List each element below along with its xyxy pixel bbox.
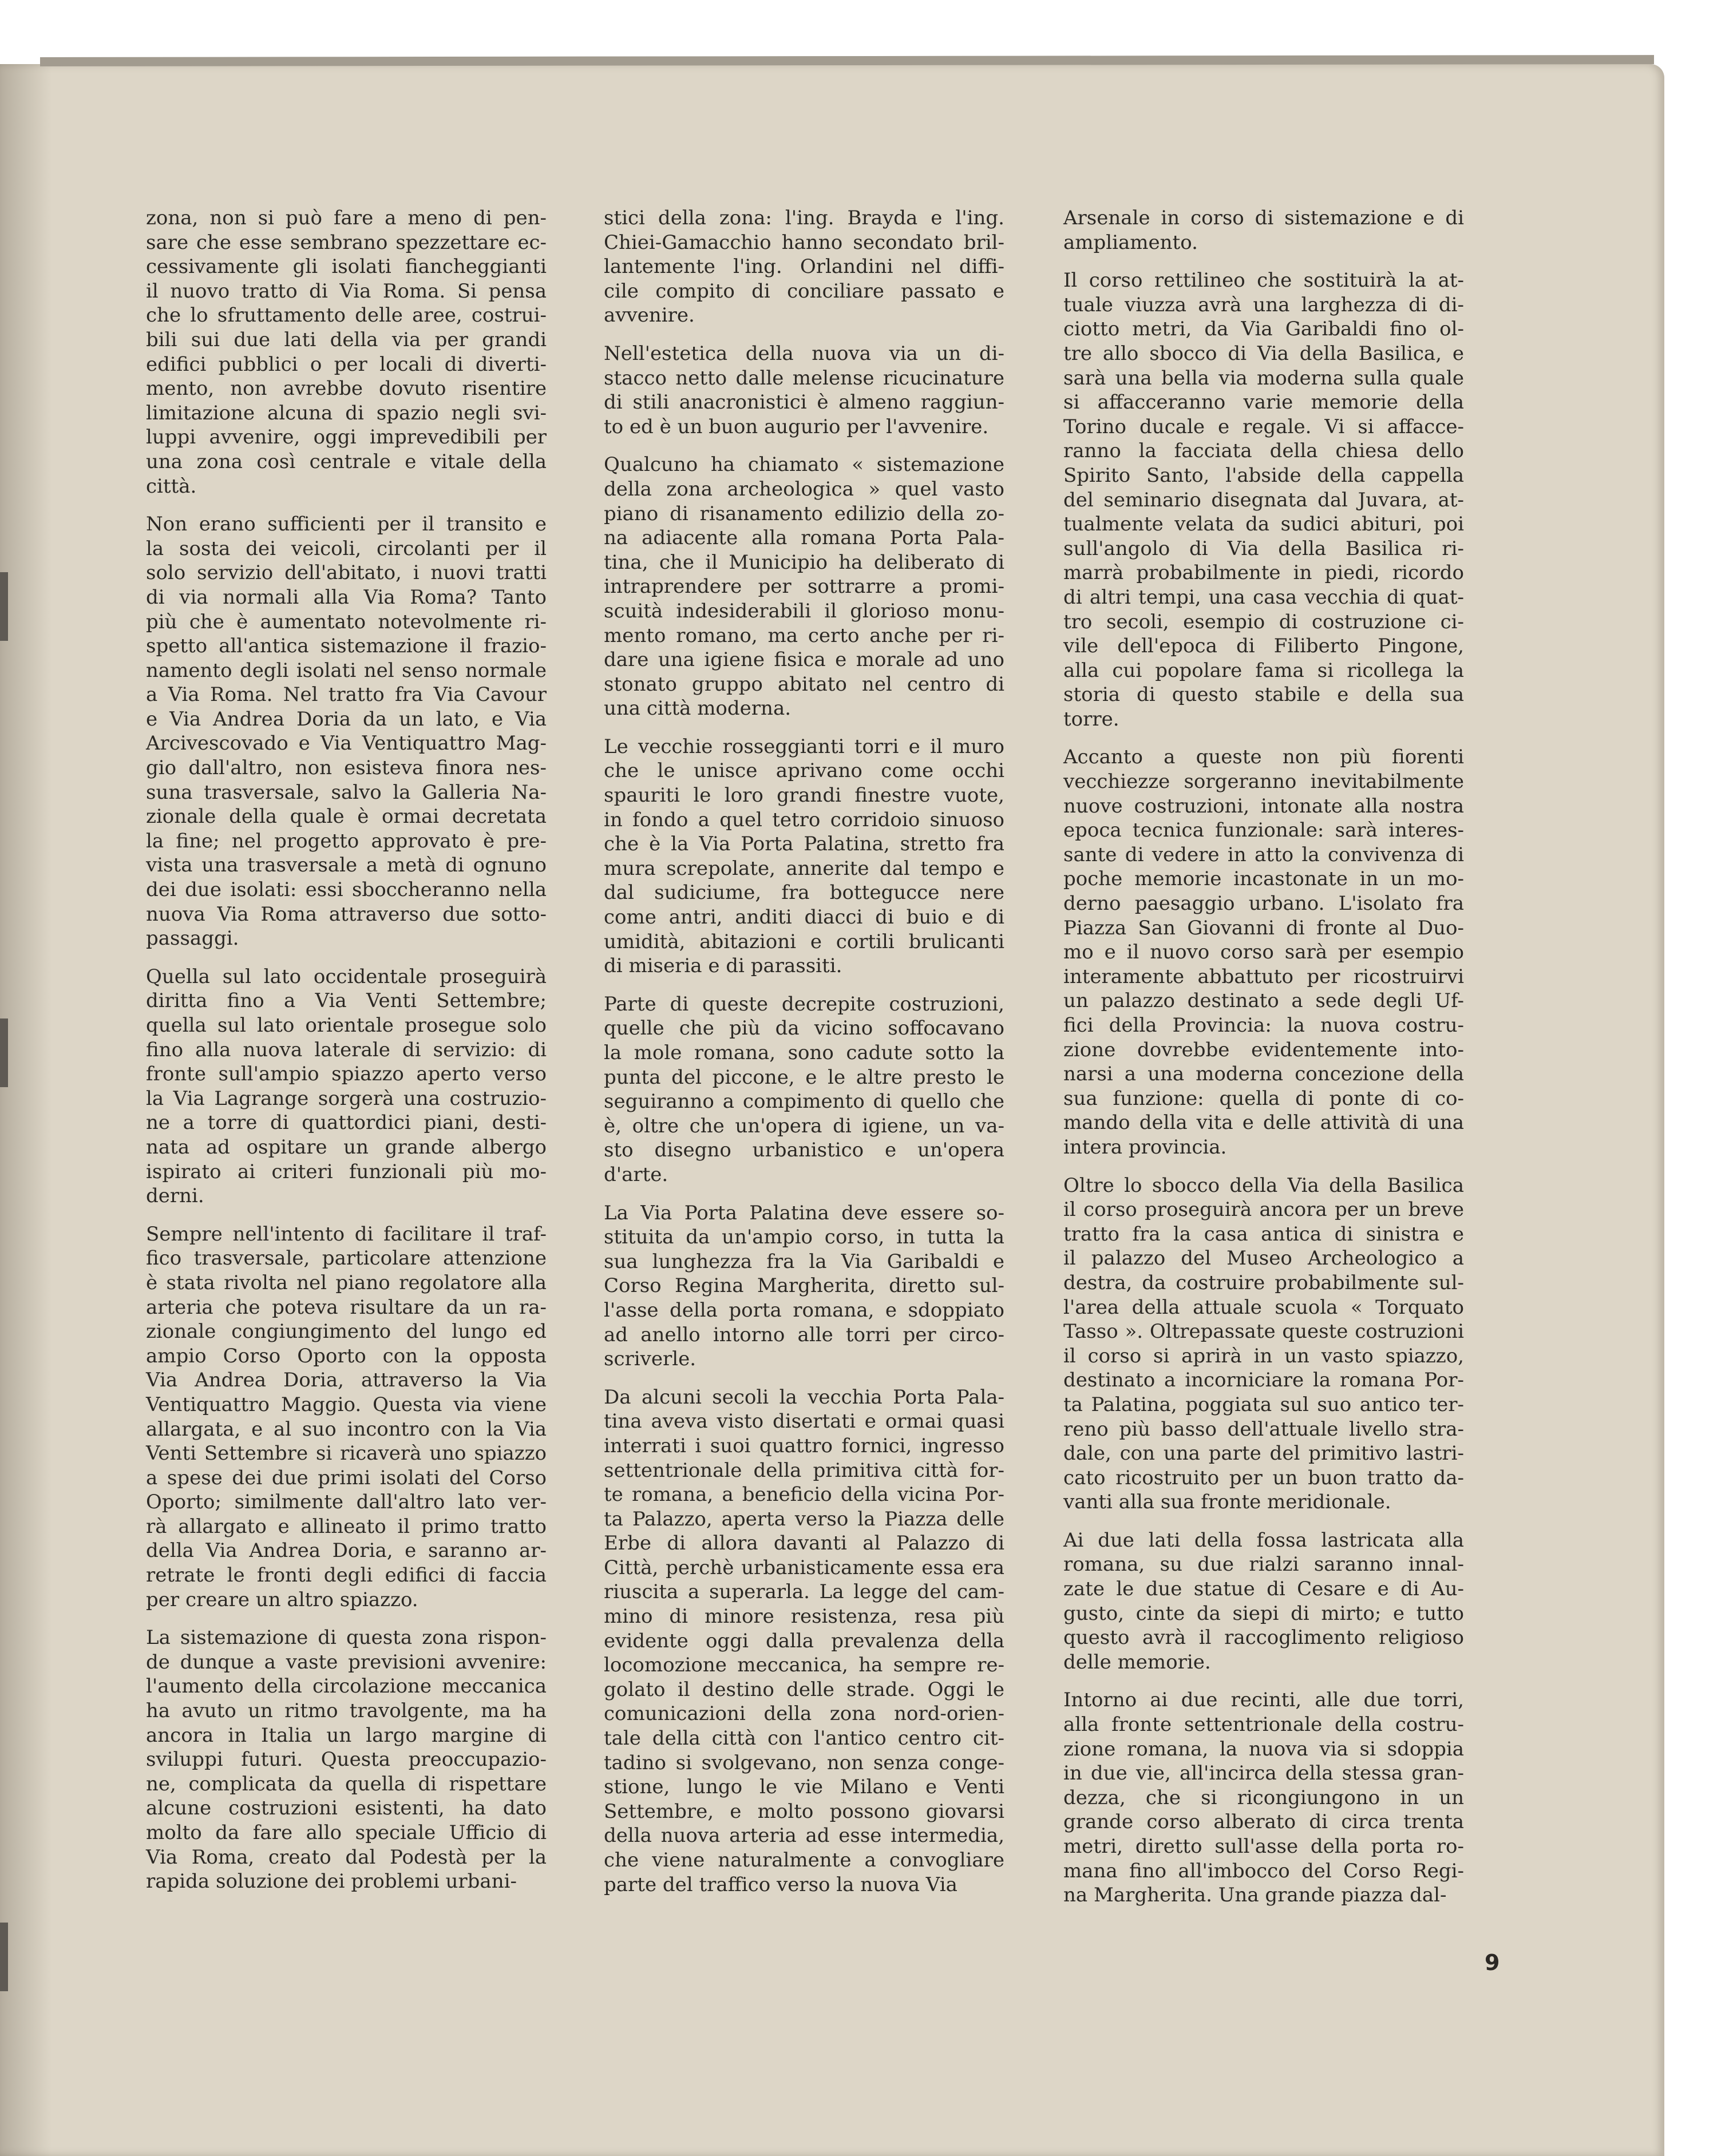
text-line: per creare un altro spiazzo.: [146, 1588, 418, 1611]
text-line: d'arte.: [604, 1163, 668, 1186]
text-line: derni.: [146, 1184, 204, 1208]
text-line: zionale della quale è ormai decretata: [146, 805, 547, 829]
text-line: Chiei-Gamacchio hanno secondato bril-: [604, 231, 1004, 254]
text-line: te romana, a beneficio della vicina Por-: [604, 1483, 1004, 1507]
text-line: gio dall'altro, non esisteva finora nes-: [146, 756, 547, 780]
text-line: Via Andrea Doria, attraverso la Via: [146, 1369, 547, 1392]
text-line: Accanto a queste non più fiorenti: [1063, 746, 1464, 769]
text-line: dal sudiciume, fra botteguccе nere: [604, 881, 1004, 905]
text-line: na Margherita. Una grande piazza dal-: [1063, 1884, 1447, 1907]
text-line: della zona archeologica » quel vasto: [604, 477, 1004, 501]
text-line: Corso Regina Margherita, diretto sul-: [604, 1274, 1004, 1298]
text-line: La Via Porta Palatina deve essere so-: [604, 1201, 1004, 1224]
text-line: tratto fra la casa antica di sinistra e: [1063, 1222, 1464, 1246]
text-line: zate le due statue di Cesare e di Au-: [1063, 1578, 1464, 1601]
text-line: rà allargato e allineato il primo tratto: [146, 1515, 547, 1538]
text-line: quelle che più da vicino soffocavano: [604, 1017, 1004, 1040]
text-line: sto disegno urbanistico e un'opera: [604, 1139, 1004, 1162]
text-line: di via normali alla Via Roma? Tanto: [146, 585, 547, 609]
text-line: in due vie, all'incirca della stessa gran-: [1063, 1762, 1464, 1785]
text-line: scuità indesiderabili il glorioso monu-: [604, 599, 1004, 623]
text-line: una zona così centrale e vitale della: [146, 450, 547, 473]
text-line: dare una igiene fisica e morale ad uno: [604, 648, 1004, 672]
paragraph: [604, 992, 1004, 1187]
text-line: ampio Corso Oporto con la opposta: [146, 1344, 547, 1368]
text-line: ta Palatina, poggiata sul suo antico ter-: [1063, 1393, 1464, 1416]
text-line: tualmente velata da sudici abituri, poi: [1063, 513, 1464, 536]
paragraph-gap: [604, 328, 1004, 342]
paragraph: [1063, 268, 1464, 731]
text-line: to ed è un buon augurio per l'avvenire.: [604, 415, 989, 438]
text-line: Non erano sufficienti per il transito e: [146, 513, 547, 536]
text-line: reno più basso dell'attuale livello stra-: [1063, 1417, 1464, 1441]
text-line: comunicazioni della zona nord-orien-: [604, 1702, 1004, 1726]
text-line: spauriti le loro grandi finestre vuote,: [604, 784, 1004, 807]
paragraph: [146, 1222, 547, 1612]
text-line: locomozione meccanica, ha sempre re-: [604, 1654, 1004, 1677]
text-line: romana, su due rialzi saranno innal-: [1063, 1553, 1464, 1576]
text-line: zionale congiungimento del lungo ed: [146, 1320, 547, 1343]
text-line: a Via Roma. Nel tratto fra Via Cavour: [146, 683, 547, 707]
text-line: evidente oggi dalla prevalenza della: [604, 1629, 1004, 1652]
text-line: seguiranno a compimento di quello che: [604, 1090, 1004, 1113]
text-line: sviluppi futuri. Questa preoccupazio-: [146, 1748, 547, 1771]
paragraph-gap: [1063, 731, 1464, 745]
text-line: sua lunghezza fra la Via Garibaldi e: [604, 1250, 1004, 1273]
text-line: Piazza San Giovanni di fronte al Duo-: [1063, 916, 1464, 940]
text-line: alcune costruzioni esistenti, ha dato: [146, 1797, 547, 1820]
paragraph: [604, 453, 1004, 721]
text-line: cile compito di conciliare passato e: [604, 279, 1004, 303]
text-line: epoca tecnica funzionale: sarà interes-: [1063, 819, 1464, 842]
binding-mark: [0, 1923, 8, 1991]
paragraph-gap: [146, 1208, 547, 1222]
text-line: suna trasversale, salvo la Galleria Na-: [146, 780, 547, 804]
text-line: mino di minore resistenza, resa più: [604, 1605, 1004, 1628]
text-line: umidità, abitazioni e cortili brulicanti: [604, 930, 1004, 953]
text-line: in fondo a quel tetro corridoio sinuoso: [604, 808, 1004, 831]
text-line: vecchiezze sorgeranno inevitabilmente: [1063, 770, 1464, 794]
text-line: La sistemazione di questa zona rispon-: [146, 1626, 547, 1650]
text-line: poche memorie incastonate in un mo-: [1063, 867, 1464, 891]
text-line: ad anello intorno alle torri per circo-: [604, 1323, 1004, 1346]
text-line: zione dovrebbe evidentemente into-: [1063, 1038, 1464, 1061]
text-line: destra, da costruire probabilmente sul-: [1063, 1271, 1464, 1294]
paragraph-gap: [604, 721, 1004, 735]
paragraph-gap: [146, 951, 547, 965]
paragraph: [1063, 206, 1464, 255]
text-line: nuove costruzioni, intonate alla nostra: [1063, 794, 1464, 818]
text-line: è, oltre che un'opera di igiene, un va-: [604, 1114, 1004, 1138]
text-line: Sempre nell'intento di facilitare il traf-: [146, 1222, 547, 1246]
text-line: Qualcuno ha chiamato « sistemazione: [604, 453, 1004, 477]
text-line: ampliamento.: [1063, 231, 1198, 254]
text-line: ciotto metri, da Via Garibaldi fino ol-: [1063, 318, 1464, 341]
text-line: questo avrà il raccoglimento religioso: [1063, 1626, 1464, 1650]
paragraph-gap: [1063, 1515, 1464, 1528]
paragraph: [1063, 745, 1464, 1159]
text-line: tina aveva visto disertati e ormai quasi: [604, 1410, 1004, 1433]
binding-mark: [0, 572, 8, 641]
text-line: Ventiquattro Maggio. Questa via viene: [146, 1393, 547, 1416]
paragraph: [146, 512, 547, 951]
paragraph: [604, 1201, 1004, 1372]
text-line: fici della Provincia: la nuova costru-: [1063, 1014, 1464, 1037]
text-line: nata ad ospitare un grande albergo: [146, 1135, 547, 1159]
text-line: Ai due lati della fossa lastricata alla: [1063, 1528, 1464, 1552]
text-line: rapida soluzione dei problemi urbani-: [146, 1870, 517, 1893]
paragraph: [146, 206, 547, 498]
text-line: Oporto; similmente dall'altro lato ver-: [146, 1491, 547, 1514]
text-line: è stata rivolta nel piano regolatore alla: [146, 1271, 547, 1294]
text-line: Da alcuni secoli la vecchia Porta Pala-: [604, 1385, 1004, 1409]
text-line: derno paesaggio urbano. L'isolato fra: [1063, 892, 1464, 915]
text-line: il palazzo del Museo Archeologico a: [1063, 1247, 1464, 1270]
text-line: che viene naturalmente a convogliare: [604, 1849, 1004, 1872]
text-line: quella sul lato orientale prosegue solo: [146, 1014, 547, 1037]
text-line: stituita da un'ampio corso, in tutta la: [604, 1226, 1004, 1249]
text-line: Oltre lo sbocco della Via della Basilica: [1063, 1174, 1464, 1197]
text-line: di miseria e di parassiti.: [604, 954, 842, 978]
text-line: stione, lungo le vie Milano e Venti: [604, 1775, 1004, 1799]
text-line: limitazione alcuna di spazio negli svi-: [146, 401, 547, 425]
text-line: la mole romana, sono cadute sotto la: [604, 1041, 1004, 1064]
paragraph: [604, 342, 1004, 439]
text-line: intera provincia.: [1063, 1135, 1227, 1159]
paragraph: [604, 1385, 1004, 1897]
text-line: nuova Via Roma attraverso due sotto-: [146, 902, 547, 926]
text-line: scriverle.: [604, 1348, 697, 1371]
text-line: marrà probabilmente in piedi, ricordo: [1063, 561, 1464, 585]
paragraph-gap: [146, 1612, 547, 1626]
text-line: edifici pubblici o per locali di diverti-: [146, 352, 547, 376]
binding-mark: [0, 1018, 8, 1087]
text-line: zona, non si può fare a meno di pen-: [146, 207, 547, 229]
page-number: 9: [1485, 1950, 1500, 1975]
text-line: Le vecchie rosseggianti torri e il muro: [604, 735, 1004, 758]
text-line: Venti Settembre si ricaverà uno spiazzo: [146, 1442, 547, 1465]
text-line: punta del piccone, e le altre presto le: [604, 1065, 1004, 1089]
text-line: fronte sull'ampio spiazzo aperto verso: [146, 1063, 547, 1086]
paragraph-gap: [604, 1187, 1004, 1201]
text-line: cessivamente gli isolati fiancheggianti: [146, 255, 547, 279]
text-line: una città moderna.: [604, 697, 792, 720]
paragraph: [604, 735, 1004, 978]
text-line: Quella sul lato occidentale proseguirà: [146, 965, 547, 988]
text-line: Torino ducale e regale. Vi si affacce-: [1063, 415, 1464, 438]
text-line: delle memorie.: [1063, 1650, 1211, 1674]
text-line: dale, con una parte del primitivo lastri-: [1063, 1442, 1464, 1465]
text-line: diritta fino a Via Venti Settembre;: [146, 989, 547, 1013]
text-line: sull'angolo di Via della Basilica ri-: [1063, 537, 1464, 560]
text-line: ranno la facciata della chiesa dello: [1063, 439, 1464, 463]
text-line: Settembre, e molto possono giovarsi: [604, 1800, 1004, 1823]
paragraph: [1063, 1528, 1464, 1675]
text-line: ta Palazzo, aperta verso la Piazza delle: [604, 1507, 1004, 1531]
text-line: ne, complicata da quella di rispettare: [146, 1772, 547, 1796]
text-line: Via Roma, creato dal Podestà per la: [146, 1845, 547, 1869]
text-line: de dunque a vaste previsioni avvenire:: [146, 1650, 547, 1674]
text-column-1: [146, 206, 547, 1894]
text-line: allargata, e al suo incontro con la Via: [146, 1417, 547, 1441]
text-line: Arsenale in corso di sistemazione e di: [1063, 207, 1464, 229]
text-line: torre.: [1063, 707, 1119, 731]
text-line: di stili anacronistici è almeno raggiun-: [604, 391, 1004, 414]
text-line: mento romano, ma certo anche per ri-: [604, 624, 1004, 647]
text-line: del seminario disegnata dal Juvara, at-: [1063, 488, 1464, 512]
text-line: che è la Via Porta Palatina, stretto fra: [604, 833, 1004, 856]
text-line: avvenire.: [604, 304, 695, 327]
text-line: stonato gruppo abitato nel centro di: [604, 672, 1004, 696]
text-line: tuale viuzza avrà una larghezza di di-: [1063, 293, 1464, 316]
text-line: riuscita a superarla. La legge del cam-: [604, 1580, 1004, 1604]
text-line: tale della città con l'antico centro cit-: [604, 1727, 1004, 1750]
paragraph: [146, 1626, 547, 1894]
text-line: golato il destino delle strade. Oggi le: [604, 1678, 1004, 1701]
text-line: sante di vedere in atto la convivenza di: [1063, 843, 1464, 866]
text-line: vista una trasversale a metà di ognuno: [146, 854, 547, 877]
text-line: a spese dei due primi isolati del Corso: [146, 1466, 547, 1489]
paragraph-gap: [1063, 255, 1464, 268]
text-line: Arcivescovado e Via Ventiquattro Mag-: [146, 732, 547, 755]
text-line: ha avuto un ritmo travolgente, ma ha: [146, 1699, 547, 1723]
text-line: come antri, anditi diacci di buio e di: [604, 906, 1004, 929]
text-line: di altri tempi, una casa vecchia di quat-: [1063, 585, 1464, 609]
text-line: l'aumento della circolazione meccanica: [146, 1675, 547, 1698]
text-line: sua funzione: quella di ponte di co-: [1063, 1087, 1464, 1110]
text-line: si affacceranno varie memorie della: [1063, 391, 1464, 414]
text-line: Città, perchè urbanisticamente essa era: [604, 1556, 1004, 1579]
text-line: tro secoli, esempio di costruzione ci-: [1063, 610, 1464, 633]
text-line: cato ricostruito per un buon tratto da-: [1063, 1466, 1464, 1489]
text-line: mento, non avrebbe dovuto risentire: [146, 377, 547, 401]
text-line: dei due isolati: essi sboccheranno nella: [146, 878, 547, 902]
text-line: na adiacente alla romana Porta Pala-: [604, 526, 1004, 550]
text-line: che le unisce aprivano come occhi: [604, 759, 1004, 783]
text-line: destinato a incorniciare la romana Por-: [1063, 1369, 1464, 1392]
paragraph-gap: [604, 439, 1004, 453]
text-line: grande corso alberato di circa trenta: [1063, 1810, 1464, 1834]
text-line: ispirato ai criteri funzionali più mo-: [146, 1160, 547, 1183]
text-line: ne a torre di quattordici piani, desti-: [146, 1111, 547, 1135]
paragraph-gap: [604, 978, 1004, 992]
text-line: città.: [146, 474, 197, 498]
paragraph-gap: [604, 1372, 1004, 1385]
text-line: tina, che il Municipio ha deliberato di: [604, 550, 1004, 574]
text-line: piano di risanamento edilizio della zo-: [604, 502, 1004, 525]
text-line: arteria che poteva risultare da un ra-: [146, 1295, 547, 1319]
text-line: passaggi.: [146, 927, 239, 950]
text-line: vile dell'epoca di Filiberto Pingone,: [1063, 635, 1464, 658]
text-line: intraprendere per sottrarre a promi-: [604, 575, 1004, 599]
text-line: Tasso ». Oltrepassate queste costruzioni: [1063, 1320, 1464, 1343]
text-line: il corso si aprirà in un vasto spiazzo,: [1063, 1344, 1464, 1368]
text-line: ancora in Italia un largo margine di: [146, 1723, 547, 1747]
text-line: stici della zona: l'ing. Brayda e l'ing.: [604, 207, 1004, 229]
text-line: Nell'estetica della nuova via un di-: [604, 342, 1004, 365]
text-line: e Via Andrea Doria da un lato, e Via: [146, 707, 547, 731]
text-line: fico trasversale, particolare attenzione: [146, 1247, 547, 1270]
text-column-3: [1063, 206, 1464, 1908]
text-line: Erbe di allora davanti al Palazzo di: [604, 1532, 1004, 1555]
text-line: vanti alla sua fronte meridionale.: [1063, 1491, 1391, 1514]
text-line: mura screpolate, annerite dal tempo e: [604, 857, 1004, 880]
text-line: mana fino all'imbocco del Corso Regi-: [1063, 1859, 1464, 1882]
text-line: la Via Lagrange sorgerà una costruzio-: [146, 1087, 547, 1110]
text-line: sarà una bella via moderna sulla quale: [1063, 366, 1464, 390]
text-line: stacco netto dalle melense ricucinature: [604, 366, 1004, 390]
text-line: Spirito Santo, l'abside della cappella: [1063, 463, 1464, 487]
text-line: tre allo sbocco di Via della Basilica, e: [1063, 342, 1464, 365]
text-line: più che è aumentato notevolmente ri-: [146, 610, 547, 633]
text-line: tadino si svolgevano, non senza conge-: [604, 1751, 1004, 1774]
text-line: interamente abbattuto per ricostruirvi: [1063, 965, 1464, 988]
text-line: parte del traffico verso la nuova Via: [604, 1873, 957, 1896]
text-line: interrati i suoi quattro fornici, ingresso: [604, 1434, 1004, 1457]
text-line: alla fronte settentrionale della costru-: [1063, 1713, 1464, 1737]
spine-shadow: [0, 64, 52, 2156]
text-line: l'area della attuale scuola « Torquato: [1063, 1295, 1464, 1319]
text-line: zione romana, la nuova via si sdoppia: [1063, 1737, 1464, 1761]
text-line: gusto, cinte da siepi di mirto; e tutto: [1063, 1602, 1464, 1625]
text-line: spetto all'antica sistemazione il frazio-: [146, 635, 547, 658]
text-column-2: [604, 206, 1004, 1897]
text-line: della nuova arteria ad esse intermedia,: [604, 1824, 1004, 1848]
text-line: retrate le fronti degli edifici di faccia: [146, 1564, 547, 1587]
text-line: la fine; nel progetto approvato è pre-: [146, 829, 547, 853]
text-line: la sosta dei veicoli, circolanti per il: [146, 537, 547, 560]
text-line: il corso proseguirà ancora per un breve: [1063, 1198, 1464, 1222]
text-line: metri, diretto sull'asse della porta ro-: [1063, 1835, 1464, 1858]
text-line: bili sui due lati della via per grandi: [146, 328, 547, 351]
text-line: mando della vita e delle attività di una: [1063, 1111, 1464, 1135]
text-line: alla cui popolare fama si ricollega la: [1063, 659, 1464, 682]
text-line: fino alla nuova laterale di servizio: di: [146, 1038, 547, 1061]
paragraph-gap: [1063, 1674, 1464, 1688]
text-line: molto da fare allo speciale Ufficio di: [146, 1821, 547, 1844]
text-line: luppi avvenire, oggi imprevedibili per: [146, 426, 547, 449]
text-line: che lo sfruttamento delle aree, costrui-: [146, 304, 547, 327]
text-line: narsi a una moderna concezione della: [1063, 1063, 1464, 1086]
text-line: dezza, che si ricongiungono in un: [1063, 1786, 1464, 1809]
text-line: namento degli isolati nel senso normale: [146, 659, 547, 682]
text-line: della Via Andrea Doria, e saranno ar-: [146, 1539, 547, 1563]
paragraph: [146, 965, 547, 1208]
paragraph-gap: [1063, 1160, 1464, 1174]
paragraph: [604, 206, 1004, 328]
text-line: il nuovo tratto di Via Roma. Si pensa: [146, 279, 547, 303]
text-line: solo servizio dell'abitato, i nuovi tratti: [146, 561, 547, 585]
text-line: Parte di queste decrepite costruzioni,: [604, 992, 1004, 1016]
text-line: sare che esse sembrano spezzettare ec-: [146, 231, 547, 254]
text-line: un palazzo destinato a sede degli Uf-: [1063, 989, 1464, 1013]
paragraph: [1063, 1174, 1464, 1515]
text-line: lantemente l'ing. Orlandini nel diffi-: [604, 255, 1004, 279]
text-line: l'asse della porta romana, e sdoppiato: [604, 1298, 1004, 1322]
paragraph: [1063, 1688, 1464, 1907]
text-line: Il corso rettilineo che sostituirà la at-: [1063, 269, 1464, 292]
text-line: settentrionale della primitiva città for-: [604, 1459, 1004, 1482]
text-line: Intorno ai due recinti, alle due torri,: [1063, 1689, 1464, 1712]
paragraph-gap: [146, 498, 547, 512]
text-line: storia di questo stabile e della sua: [1063, 683, 1464, 707]
text-line: mo e il nuovo corso sarà per esempio: [1063, 941, 1464, 964]
